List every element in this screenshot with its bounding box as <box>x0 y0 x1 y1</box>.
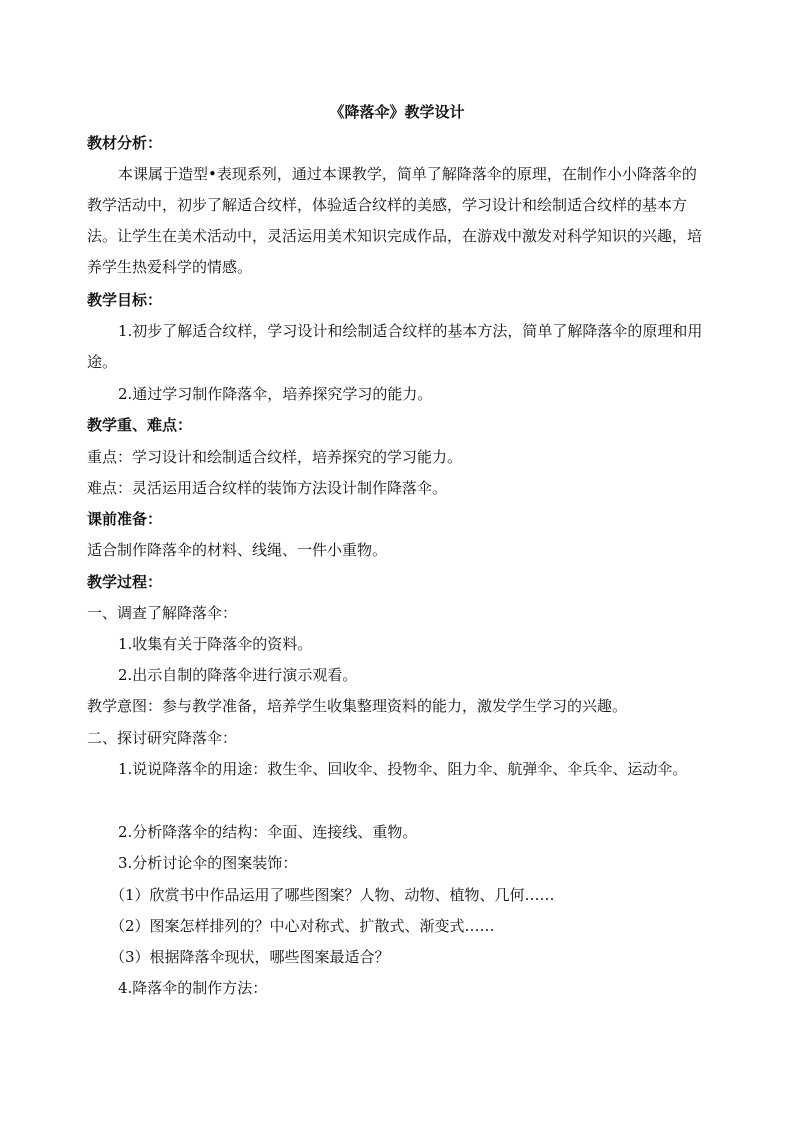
step2-item-c: 3.分析讨论伞的图案装饰： <box>118 854 298 872</box>
question-2: （2）图案怎样排列的？中心对称式、扩散式、渐变式…… <box>110 917 495 935</box>
heading-teaching-process: 教学过程： <box>87 573 163 591</box>
difficult-point: 难点：灵活运用适合纹样的装饰方法设计制作降落伞。 <box>87 479 448 497</box>
document-title: 《降落伞》教学设计 <box>329 103 465 121</box>
step2-item-b: 2.分析降落伞的结构：伞面、连接线、重物。 <box>118 823 418 841</box>
question-1: （1）欣赏书中作品运用了哪些图案？人物、动物、植物、几何…… <box>110 886 555 904</box>
textbook-analysis-paragraph: 本课属于造型•表现系列，通过本课教学，简单了解降落伞的原理，在制作小小降落伞的教学活动中，初步了解适合纹样，体验适合纹样的美感，学习设计和绘制适合纹样的基本方法。让学生在美术活动中，灵活运用美术知识完成作品，在游戏中激发对科学知识的兴趣，培养学生热爱科学的情感。 <box>87 165 703 276</box>
step2-item-d: 4.降落伞的制作方法： <box>118 979 268 997</box>
step2-item-a: 1.说说降落伞的用途：救生伞、回收伞、投物伞、阻力伞、航弹伞、伞兵伞、运动伞。 <box>118 760 688 778</box>
heading-textbook-analysis: 教材分析： <box>87 134 163 152</box>
heading-teaching-goals: 教学目标： <box>87 291 163 309</box>
preparation-text: 适合制作降落伞的材料、线绳、一件小重物。 <box>87 541 388 559</box>
question-3: （3）根据降落伞现状，哪些图案最适合？ <box>110 948 390 966</box>
goal-item-2: 2.通过学习制作降落伞，培养探究学习的能力。 <box>118 385 433 403</box>
goal-item-1: 1.初步了解适合纹样，学习设计和绘制适合纹样的基本方法，简单了解降落伞的原理和用途。 <box>87 322 703 371</box>
key-point: 重点：学习设计和绘制适合纹样，培养探究的学习能力。 <box>87 448 463 466</box>
step2-title: 二、探讨研究降落伞： <box>87 729 238 747</box>
step1-item-b: 2.出示自制的降落伞进行演示观看。 <box>118 666 358 684</box>
step1-item-a: 1.收集有关于降落伞的资料。 <box>118 635 313 653</box>
heading-key-difficult-points: 教学重、难点： <box>87 416 193 434</box>
step1-title: 一、调查了解降落伞： <box>87 604 238 622</box>
heading-preparation: 课前准备： <box>87 510 163 528</box>
teaching-intent-1: 教学意图：参与教学准备，培养学生收集整理资料的能力，激发学生学习的兴趣。 <box>87 697 628 715</box>
